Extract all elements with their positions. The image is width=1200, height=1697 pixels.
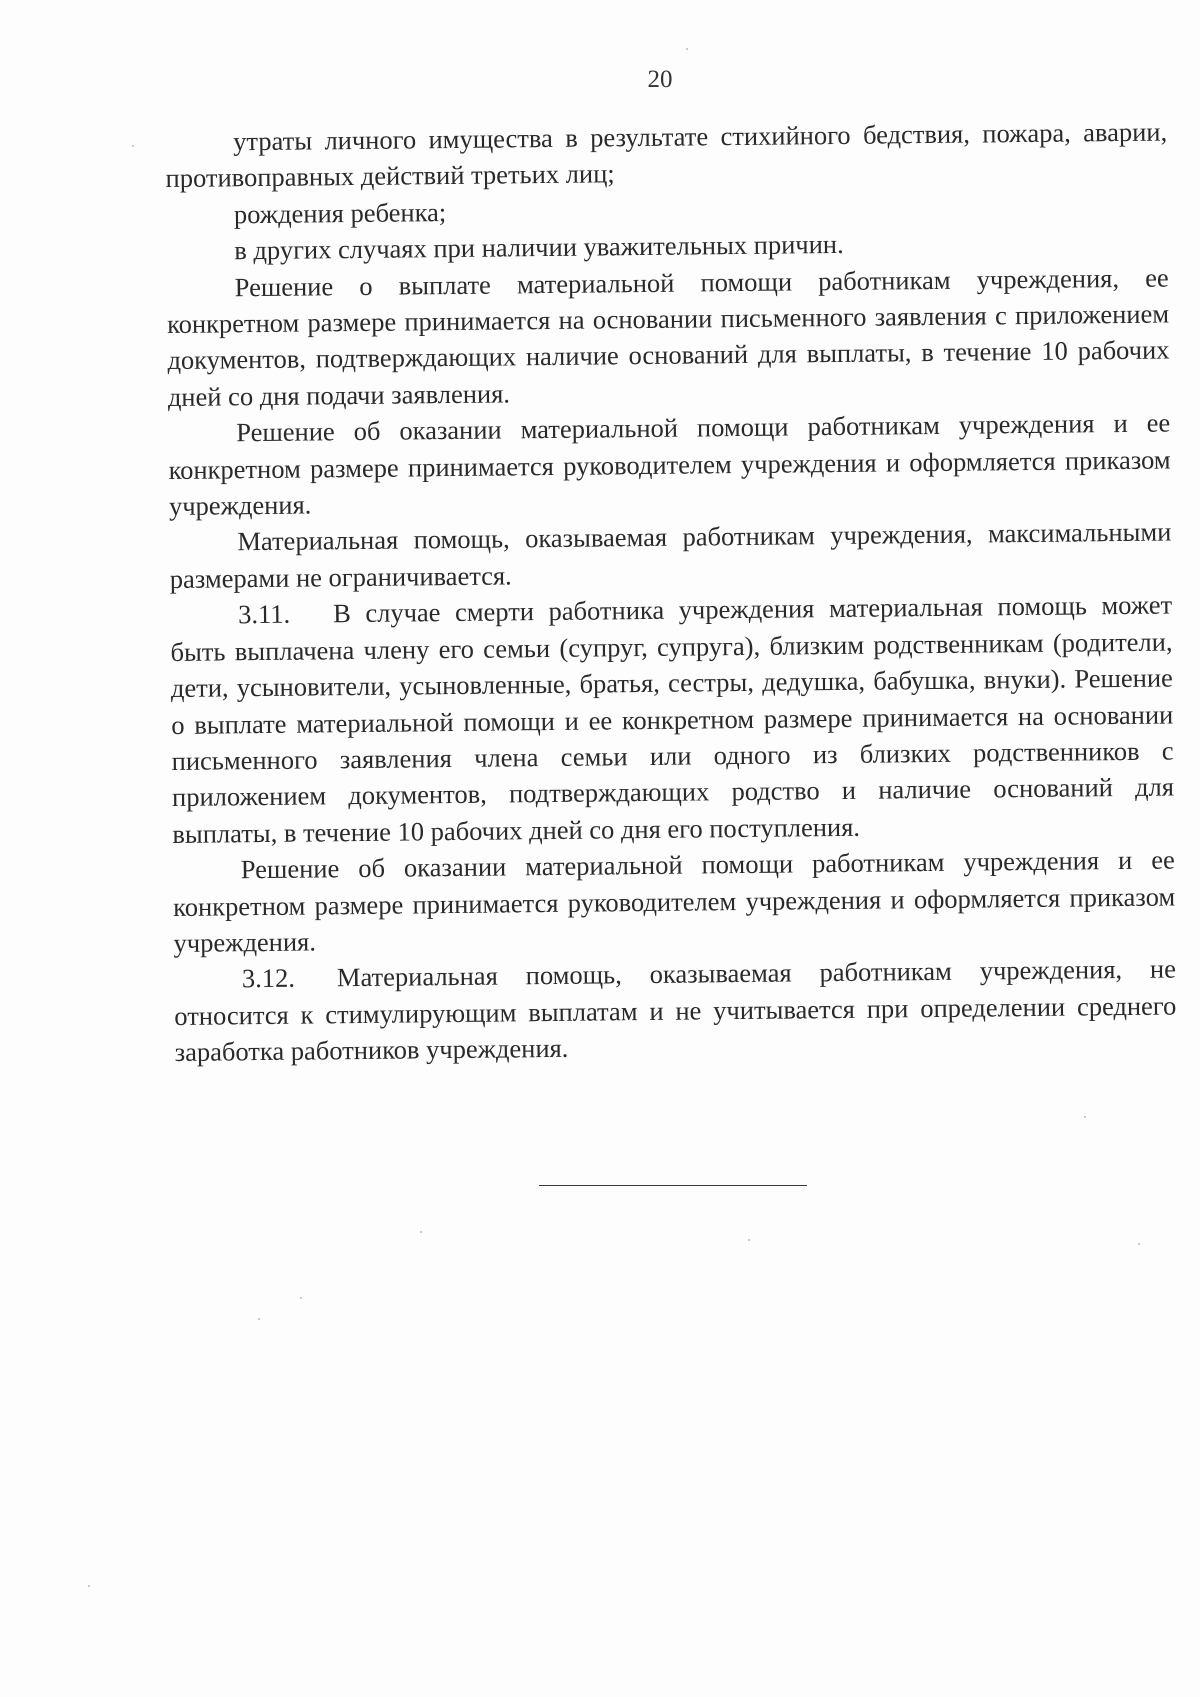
end-of-text-rule xyxy=(539,1185,807,1186)
page-number: 20 xyxy=(647,66,673,93)
scan-speck xyxy=(1138,1243,1140,1245)
paragraph-text: рождения ребенка; xyxy=(233,196,447,230)
scan-speck xyxy=(300,1297,302,1299)
paragraph-payment-decision xyxy=(167,259,1170,415)
clause-number: 3.12. xyxy=(241,963,296,994)
paragraph-decision-by-head xyxy=(168,405,1171,525)
scan-speck xyxy=(258,1318,260,1320)
scan-speck xyxy=(686,48,688,50)
clause-3-12 xyxy=(174,951,1177,1071)
paragraph-text: Решение об оказании материальной помощи работникам учреждения и ее конкретном размере принимается руководителем учреждения и оформляется приказом учреждения. xyxy=(173,844,1176,958)
paragraph-text: в других случаях при наличии уважительных причин. xyxy=(234,229,844,266)
paragraph-text: Решение о выплате материальной помощи работникам учреждения, ее конкретном размере принимается на основании письменного заявления с приложением документов, подтверждающих наличие оснований для выплаты, в течение 10 рабочих дней со дня подачи заявления. xyxy=(166,262,1170,412)
scan-speck xyxy=(88,1585,90,1587)
scan-speck xyxy=(1084,1116,1086,1118)
paragraph-text: Материальная помощь, оказываемая работникам учреждения, максимальными размерами не ограничивается. xyxy=(169,516,1172,594)
paragraph-text: В случае смерти работника учреждения материальная помощь может быть выплачена члену его семьи (супруг, супруга), близким родственникам (родители, дети, усыновители, усыновленные, братья, сестры, дедушка, бабушка, внуки). Решение о выплате материальной помощи и ее конкретном размере принимается на основании письменного заявления члена семьи или одного из близких родственников с приложением документов, подтверждающих родство и наличие оснований для выплаты, в течение 10 рабочих дней со дня его поступления. xyxy=(170,589,1175,849)
paragraph-no-maximum xyxy=(169,514,1172,597)
scan-speck xyxy=(420,1231,422,1233)
scan-speck xyxy=(132,145,134,147)
clause-number: 3.11. xyxy=(237,598,291,630)
paragraph-text: утраты личного имущества в результате стихийного бедствия, пожара, аварии, противоправных действий третьих лиц; xyxy=(165,116,1168,194)
scan-speck xyxy=(748,1239,750,1241)
paragraph-decision-by-head-2 xyxy=(173,842,1176,962)
clause-3-11 xyxy=(170,587,1175,852)
paragraph-text: Решение об оказании материальной помощи работникам учреждения и ее конкретном размере принимается руководителем учреждения и оформляется приказом учреждения. xyxy=(168,407,1171,522)
paragraph-text: Материальная помощь, оказываемая работникам учреждения, не относится к стимулирующим выплатам и не учитывается при определении среднего заработка работников учреждения. xyxy=(174,953,1177,1068)
paragraph-loss-of-property xyxy=(165,114,1168,197)
document-body xyxy=(165,114,1177,1071)
